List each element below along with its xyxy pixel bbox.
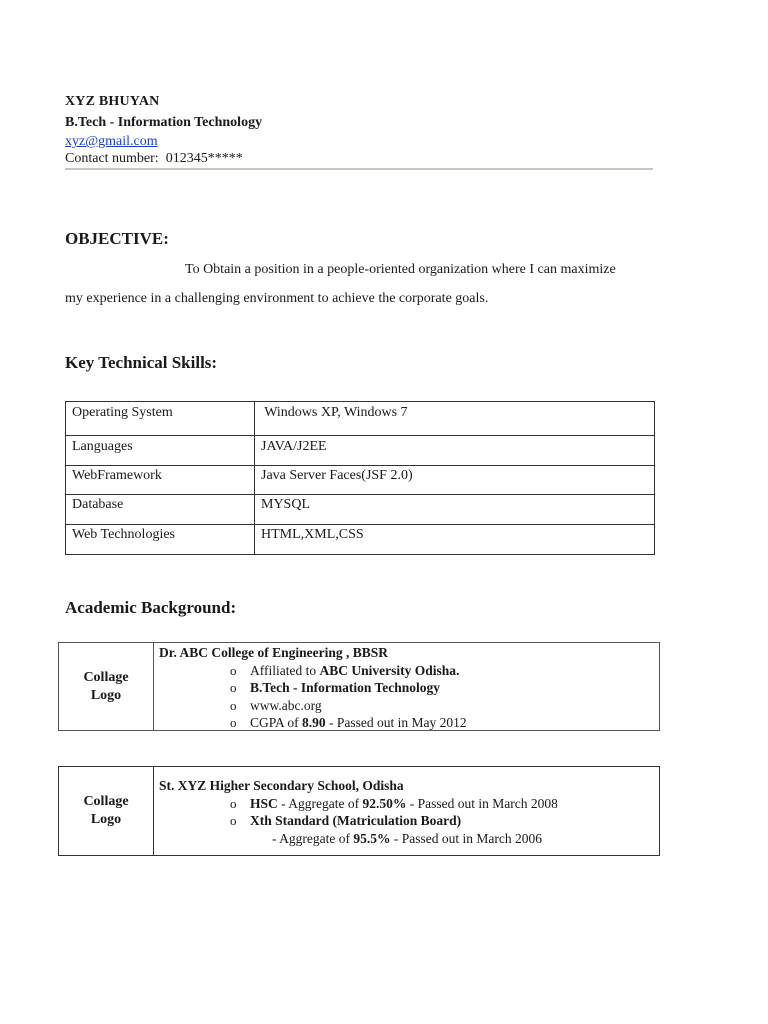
objective-heading: OBJECTIVE: — [65, 229, 169, 248]
logo-text-line-2: Logo — [90, 687, 122, 703]
cgpa-label: CGPA of — [250, 715, 303, 730]
logo-text-line-1: Collage — [83, 794, 129, 809]
education-entry-school — [58, 766, 660, 856]
school-name: St. XYZ Higher Secondary School, Odisha — [159, 778, 404, 793]
list-item — [159, 662, 655, 680]
college-website: www.abc.org — [250, 697, 322, 713]
passout-text: - Passed out in March 2006 — [390, 830, 542, 846]
list-item — [159, 697, 655, 715]
skill-value: MYSQL — [255, 495, 655, 525]
table-row — [66, 525, 655, 555]
table-row — [66, 402, 655, 436]
university-name: ABC University Odisha. — [319, 662, 460, 678]
education-entry-college — [58, 642, 660, 731]
email-link[interactable]: xyz@gmail.com — [65, 134, 158, 149]
college-logo-placeholder — [59, 643, 154, 730]
table-row — [66, 466, 655, 495]
skill-value: Windows XP, Windows 7 — [255, 402, 655, 436]
skills-table — [65, 401, 655, 555]
xth-aggregate-value: 95.5% — [353, 830, 391, 846]
skill-label: Database — [66, 495, 255, 525]
list-item — [159, 795, 655, 813]
resume-name: XYZ BHUYAN — [65, 94, 160, 109]
skill-value: Java Server Faces(JSF 2.0) — [255, 466, 655, 495]
school-logo-placeholder — [59, 767, 154, 855]
education-details — [159, 777, 655, 847]
passout-text: - Passed out in May 2012 — [325, 715, 467, 730]
skill-label: Languages — [66, 436, 255, 466]
academic-heading: Academic Background: — [65, 598, 237, 617]
skill-label: WebFramework — [66, 466, 255, 495]
skill-label: Operating System — [66, 402, 255, 436]
skill-label: Web Technologies — [66, 525, 255, 555]
xth-details — [159, 830, 655, 848]
passout-text: - Passed out in March 2008 — [406, 795, 558, 811]
resume-degree: B.Tech - Information Technology — [65, 115, 263, 130]
xth-standard-label: Xth Standard (Matriculation Board) — [250, 813, 462, 828]
hsc-label: HSC — [250, 795, 278, 811]
skill-value: HTML,XML,CSS — [255, 525, 655, 555]
aggregate-label: - Aggregate of — [277, 795, 363, 811]
logo-text-line-2: Logo — [90, 812, 122, 827]
cgpa-value: 8.90 — [302, 715, 326, 730]
logo-text-line-1: Collage — [83, 669, 129, 685]
contact-number — [65, 151, 243, 167]
degree-name: B.Tech - Information Technology — [250, 680, 441, 695]
aggregate-label: - Aggregate of — [272, 830, 354, 846]
school-name: Dr. ABC College of Engineering , BBSR — [159, 645, 389, 660]
list-item — [159, 714, 655, 732]
hsc-aggregate-value: 92.50% — [362, 795, 407, 811]
contact-value: 012345***** — [165, 151, 243, 166]
header-divider — [65, 168, 653, 170]
list-item — [159, 812, 655, 830]
objective-text-line-2: my experience in a challenging environment to achieve the corporate goals. — [65, 291, 489, 306]
skill-value: JAVA/J2EE — [255, 436, 655, 466]
skills-heading: Key Technical Skills: — [65, 353, 218, 372]
table-row — [66, 495, 655, 525]
education-details — [159, 644, 655, 732]
table-row — [66, 436, 655, 466]
contact-label: Contact number: — [65, 151, 159, 166]
list-item — [159, 679, 655, 697]
objective-text-line-1: To Obtain a position in a people-oriented organization where I can maximize — [185, 262, 616, 277]
affiliation-text: Affiliated to — [250, 662, 320, 678]
